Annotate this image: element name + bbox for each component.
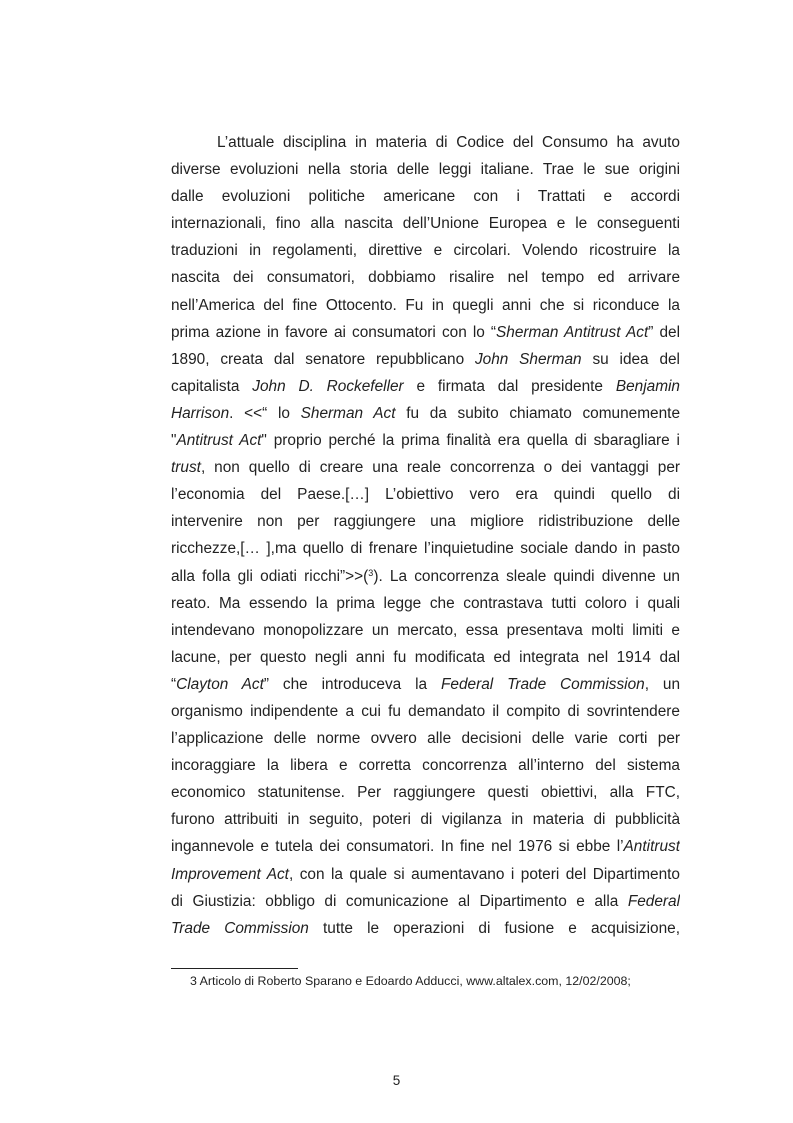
italic-run: trust	[171, 459, 201, 477]
text-line	[171, 400, 680, 427]
footnote: 3 Articolo di Roberto Sparano e Edoardo Adducci, www.altalex.com, 12/02/2008;	[190, 974, 631, 988]
text-line: intervenire non per raggiungere una migliore ridistribuzione delle	[171, 513, 680, 531]
text-line: l’economia del Paese.[…] L’obiettivo vero era quindi quello di	[171, 486, 680, 504]
italic-run: Antitrust	[623, 838, 680, 856]
text-line	[171, 833, 680, 860]
text-run: e firmata dal presidente	[403, 377, 616, 395]
text-run: " proprio perché la prima finalità era quella di sbaragliare i	[261, 432, 680, 450]
text-line: organismo indipendente a cui fu demandato il compito di sovrintendere	[171, 702, 680, 720]
italic-run: Antitrust Act	[176, 432, 262, 450]
text-run: di Giustizia: obbligo di comunicazione al Dipartimento e alla	[171, 892, 628, 910]
text-run: 1890, creata dal senatore repubblicano	[171, 350, 475, 368]
text-run: ” del	[648, 323, 680, 341]
text-line	[171, 319, 680, 346]
text-line: ricchezze,[… ],ma quello di frenare l’inquietudine sociale dando in pasto	[171, 540, 680, 558]
body-paragraph	[171, 129, 680, 942]
text-line: reato. Ma essendo la prima legge che contrastava tutti coloro i quali	[171, 594, 680, 612]
italic-run: Federal Trade Commission	[440, 675, 645, 693]
text-line	[171, 346, 680, 373]
italic-run: Improvement Act	[171, 865, 289, 883]
text-line: furono attribuiti in seguito, poteri di vigilanza in materia di pubblicità	[171, 811, 680, 829]
text-line: nell’America del fine Ottocento. Fu in quegli anni che si riconduce la	[171, 296, 680, 314]
text-line	[171, 427, 680, 454]
italic-run: Sherman Act	[300, 404, 396, 422]
text-run: fu da subito chiamato comunemente	[395, 404, 680, 422]
text-line	[171, 888, 680, 915]
text-line: internazionali, fino alla nascita dell’Unione Europea e le conseguenti	[171, 215, 680, 233]
italic-run: Sherman Antitrust Act	[496, 323, 649, 341]
text-line: lacune, per questo negli anni fu modificata ed integrata nel 1914 dal	[171, 648, 680, 666]
text-line: l’applicazione delle norme ovvero alle decisioni delle varie corti per	[171, 730, 680, 748]
text-run: capitalista	[171, 377, 253, 395]
text-run: ” che introduceva la	[263, 675, 441, 693]
italic-run: John D. Rockefeller	[252, 377, 404, 395]
text-run: “	[171, 675, 177, 693]
text-line	[171, 454, 680, 481]
text-line	[171, 373, 680, 400]
footnote-reference: 3	[368, 567, 374, 578]
text-line	[171, 671, 680, 698]
italic-run: Harrison	[171, 404, 230, 422]
italic-run: Benjamin	[615, 377, 680, 395]
italic-run: Clayton Act	[176, 675, 264, 693]
text-line: L’attuale disciplina in materia di Codice del Consumo ha avuto	[217, 134, 680, 151]
text-run: , un	[644, 675, 680, 693]
text-line: economico statunitense. Per raggiungere questi obiettivi, alla FTC,	[171, 784, 680, 802]
text-line	[171, 915, 680, 942]
text-line: traduzioni in regolamenti, direttive e circolari. Volendo ricostruire la	[171, 242, 680, 260]
italic-run: Federal	[627, 892, 680, 910]
text-line: intendevano monopolizzare un mercato, essa presentava molti limiti e	[171, 621, 680, 639]
text-run: , non quello di creare una reale concorrenza o dei vantaggi per	[200, 459, 680, 477]
text-line: incoraggiare la libera e corretta concorrenza all’interno del sistema	[171, 757, 680, 775]
footnote-separator	[171, 968, 298, 969]
text-run: prima azione in favore ai consumatori con lo “	[171, 323, 497, 341]
text-line: nascita dei consumatori, dobbiamo risalire nel tempo ed arrivare	[171, 269, 680, 287]
text-run: ). La concorrenza sleale quindi divenne un	[373, 567, 680, 585]
page-number: 5	[392, 1073, 401, 1088]
text-run: su idea del	[581, 350, 680, 368]
text-line	[171, 861, 680, 888]
text-line: dalle evoluzioni politiche americane con i Trattati e accordi	[171, 188, 680, 206]
text-run: "	[171, 432, 177, 450]
italic-run: John Sherman	[474, 350, 582, 368]
text-line	[171, 563, 680, 590]
text-run: ingannevole e tutela dei consumatori. In fine nel 1976 si ebbe l’	[171, 838, 624, 856]
italic-run: Trade Commission	[171, 919, 309, 937]
text-line: diverse evoluzioni nella storia delle leggi italiane. Trae le sue origini	[171, 161, 680, 179]
text-run: alla folla gli odiati ricchi”>>(	[171, 567, 369, 585]
text-run: . <<“ lo	[229, 404, 301, 422]
text-run: , con la quale si aumentavano i poteri del Dipartimento	[288, 865, 680, 883]
text-run: tutte le operazioni di fusione e acquisizione,	[308, 919, 680, 937]
